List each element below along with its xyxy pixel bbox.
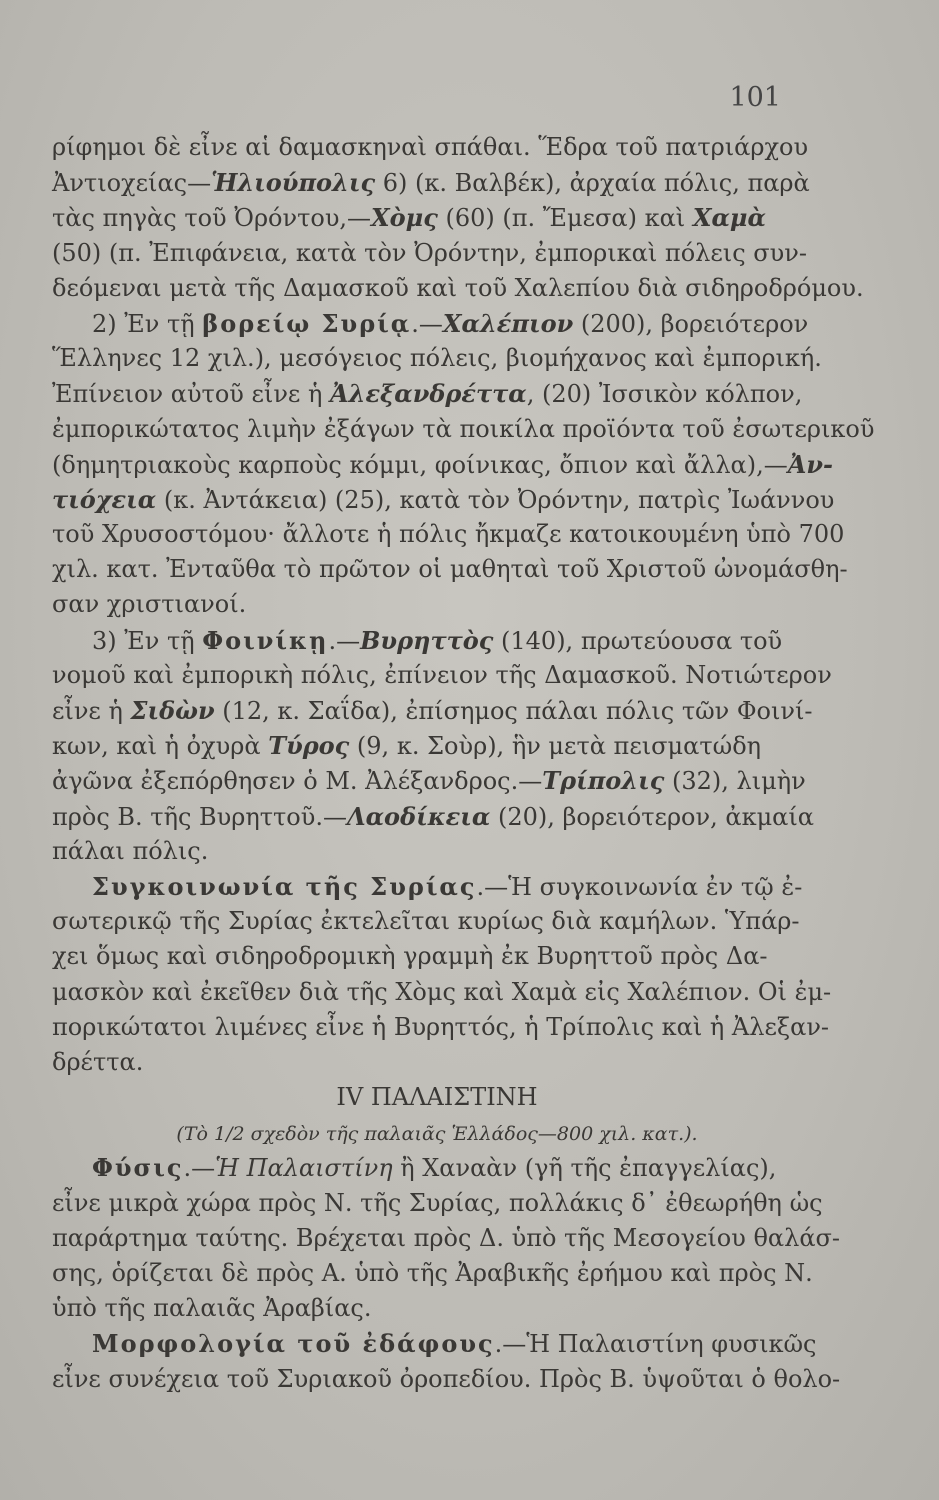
bold-term: τιόχεια (52, 484, 157, 514)
text-run: σαν χριστιανοί. (52, 590, 247, 619)
text-run: εἶνε ἡ (52, 697, 131, 725)
text-run: μασκὸν καὶ ἐκεῖθεν διὰ τῆς Χὸμς καὶ Χαμὰ εἰς Χαλέπιον. Οἱ ἐμ- (52, 977, 832, 1006)
text-run: (δημητριακοὺς καρποὺς κόμμι, φοίνικας, ὄπιον καὶ ἄλλα),— (52, 450, 788, 479)
text-run: πρὸς Β. τῆς Βυρηττοῦ.— (52, 802, 347, 831)
text-line (52, 447, 833, 482)
text-line (52, 623, 822, 658)
text-run: σης, ὁρίζεται δὲ πρὸς Α. ὑπὸ τῆς Ἀραβικῆς ἐρήμου καὶ πρὸς Ν. (52, 1259, 813, 1287)
text-run: δρέττα. (52, 1047, 144, 1076)
text-line (52, 587, 822, 622)
text-run: κων, καὶ ἡ ὀχυρὰ (52, 732, 269, 761)
text-run: χιλ. κατ. Ἐνταῦθα τὸ πρῶτον οἱ μαθηταὶ τοῦ Χριστοῦ ὠνομάσθη- (52, 555, 848, 584)
bold-term: Τύρος (268, 731, 350, 761)
text-run: ἀγῶνα ἐξεπόρθησεν ὁ Μ. Ἀλέξανδρος.— (52, 767, 543, 796)
text-run: 6) (κ. Βαλβέκ), ἀρχαία πόλις, παρὰ (375, 169, 810, 198)
text-line (52, 412, 875, 447)
text-line (52, 1080, 822, 1115)
text-line (52, 1291, 822, 1326)
text-line (52, 658, 832, 693)
text-run: (20), βορειότερον, ἀκμαία (490, 802, 814, 831)
body-text (52, 130, 875, 1397)
spaced-heading: Μορφολογία τοῦ ἐδάφους (92, 1329, 495, 1359)
text-line (52, 200, 822, 235)
bold-term: Ἀλεξανδρέττα (330, 379, 527, 409)
text-run: ἢ Χαναὰν (γῆ τῆς ἐπαγγελίας), (392, 1154, 777, 1183)
text-run: , (20) Ἰσσικὸν κόλπον, (526, 380, 803, 409)
text-run: τοῦ Χρυσοστόμου· ἄλλοτε ἡ πόλις ἤκμαζε κατοικουμένη ὑπὸ 700 (52, 520, 845, 549)
text-line (52, 869, 822, 904)
text-run: .—Ἡ συγκοινωνία ἐν τῷ ἐ- (476, 872, 803, 901)
spaced-heading: Φοινίκῃ (202, 625, 329, 655)
text-run: ἐμπορικώτατος λιμὴν ἐξάγων τὰ ποικίλα προϊόντα τοῦ ἐσωτερικοῦ (52, 414, 875, 443)
text-run: .— (411, 309, 443, 338)
text-line (52, 799, 822, 834)
text-line (52, 552, 848, 587)
bold-term: Βυρηττὸς (360, 625, 494, 655)
subtitle: (Τὸ 1/2 σχεδὸν τῆς παλαιᾶς Ἑλλάδος—800 χιλ. κατ.). (176, 1123, 698, 1146)
text-line (52, 904, 822, 939)
text-run: παράρτημα ταύτης. Βρέχεται πρὸς Δ. ὑπὸ τῆς Μεσογείου θαλάσ- (52, 1223, 841, 1252)
text-run: (κ. Ἀντάκεια) (25), κατὰ τὸν Ὀρόντην, πατρὶς Ἰωάννου (156, 485, 835, 514)
text-run: εἶνε μικρὰ χώρα πρὸς Ν. τῆς Συρίας, πολλάκις δ᾽ ἐθεωρήθη ὡς (52, 1188, 823, 1217)
text-line (52, 939, 822, 974)
text-run: (50) (π. Ἐπιφάνεια, κατὰ τὸν Ὀρόντην, ἐμπορικαὶ πόλεις συν- (52, 238, 807, 267)
text-line (52, 728, 822, 763)
text-run: 3) Ἐν τῇ (92, 626, 203, 655)
bold-term: Χὸμς (371, 203, 438, 233)
bold-term: Χαλέπιον (442, 308, 574, 338)
text-run: νομοῦ καὶ ἐμπορικὴ πόλις, ἐπίνειον τῆς Δαμασκοῦ. Νοτιώτερον (52, 660, 832, 689)
text-run: (12, κ. Σαΐδα), ἐπίσημος πάλαι πόλις τῶν Φοινί- (214, 697, 813, 725)
text-run: δεόμεναι μετὰ τῆς Δαμασκοῦ καὶ τοῦ Χαλεπίου διὰ σιδηροδρόμου. (52, 273, 864, 302)
text-run: πορικώτατοι λιμένες εἶνε ἡ Βυρηττός, ἡ Τρίπολις καὶ ἡ Ἀλεξαν- (52, 1012, 830, 1041)
text-run: 2) Ἐν τῇ (92, 309, 203, 338)
spaced-heading: βορείῳ Συρίᾳ (202, 308, 412, 338)
text-run: .—Ἡ Παλαιστίνη φυσικῶς (494, 1330, 817, 1359)
text-run: τὰς πηγὰς τοῦ Ὀρόντου,— (52, 204, 372, 233)
text-line (52, 341, 822, 376)
text-line (52, 1010, 830, 1045)
text-run: χει ὅμως καὶ σιδηροδρομικὴ γραμμὴ ἐκ Βυρηττοῦ πρὸς Δα- (52, 942, 768, 971)
text-line (52, 306, 822, 341)
text-line (52, 1150, 822, 1185)
text-run: .— (183, 1154, 216, 1183)
bold-term: Χαμὰ (692, 203, 766, 233)
bold-term: Ἀν- (787, 449, 833, 479)
text-line (52, 1326, 822, 1361)
bold-term: Λαοδίκεια (346, 801, 491, 831)
text-run: Ἀντιοχείας— (52, 169, 212, 198)
text-line (52, 271, 864, 306)
text-line (52, 763, 822, 798)
text-line (52, 1221, 841, 1256)
spaced-heading: Φύσις (92, 1153, 184, 1183)
text-line (52, 482, 835, 517)
text-line (52, 1115, 822, 1150)
text-run: (32), λιμὴν (664, 767, 806, 796)
text-run: σωτερικῷ τῆς Συρίας ἐκτελεῖται κυρίως διὰ καμήλων. Ὑπάρ- (52, 907, 800, 936)
text-line (52, 130, 822, 165)
text-line (52, 517, 845, 552)
text-line (52, 975, 832, 1010)
text-run: ὑπὸ τῆς παλαιᾶς Ἀραβίας. (52, 1294, 372, 1323)
text-run: ρίφημοι δὲ εἶνε αἱ δαμασκηναὶ σπάθαι. Ἕδρα τοῦ πατριάρχου (52, 133, 809, 161)
text-line (52, 834, 822, 869)
page-number: 101 (729, 82, 781, 113)
text-run: Ἕλληνες 12 χιλ.), μεσόγειος πόλεις, βιομήχανος καὶ ἐμπορική. (52, 344, 822, 373)
text-run: .— (328, 626, 361, 655)
text-line (52, 1256, 822, 1291)
text-run: πάλαι πόλις. (52, 836, 209, 865)
spaced-heading: Συγκοινωνία τῆς Συρίας (92, 871, 477, 901)
text-line (52, 1045, 822, 1080)
italic-term: Ἡ Παλαιστίνη (215, 1154, 393, 1183)
text-line (52, 236, 822, 271)
text-run: εἶνε συνέχεια τοῦ Συριακοῦ ὀροπεδίου. Πρὸς Β. ὑψοῦται ὁ θολο- (52, 1364, 841, 1393)
text-run: (200), βορειότερον (573, 309, 809, 338)
text-line (52, 165, 822, 200)
bold-term: Τρίπολις (542, 766, 665, 796)
bold-term: Ἡλιούπολις (211, 168, 376, 198)
text-run: (9, κ. Σοὺρ), ἣν μετὰ πεισματώδη (349, 732, 762, 761)
bold-term: Σιδὼν (130, 696, 215, 725)
text-run: (140), πρωτεύουσα τοῦ (493, 626, 783, 655)
text-run: (60) (π. Ἔμεσα) καὶ (437, 204, 693, 233)
text-run: IV ΠΑΛΑΙΣΤΙΝΗ (336, 1083, 538, 1112)
text-line (52, 1362, 841, 1397)
text-line (52, 376, 822, 411)
text-line (52, 1186, 822, 1221)
text-line (52, 693, 822, 728)
text-run: Ἐπίνειον αὐτοῦ εἶνε ἡ (52, 380, 331, 409)
